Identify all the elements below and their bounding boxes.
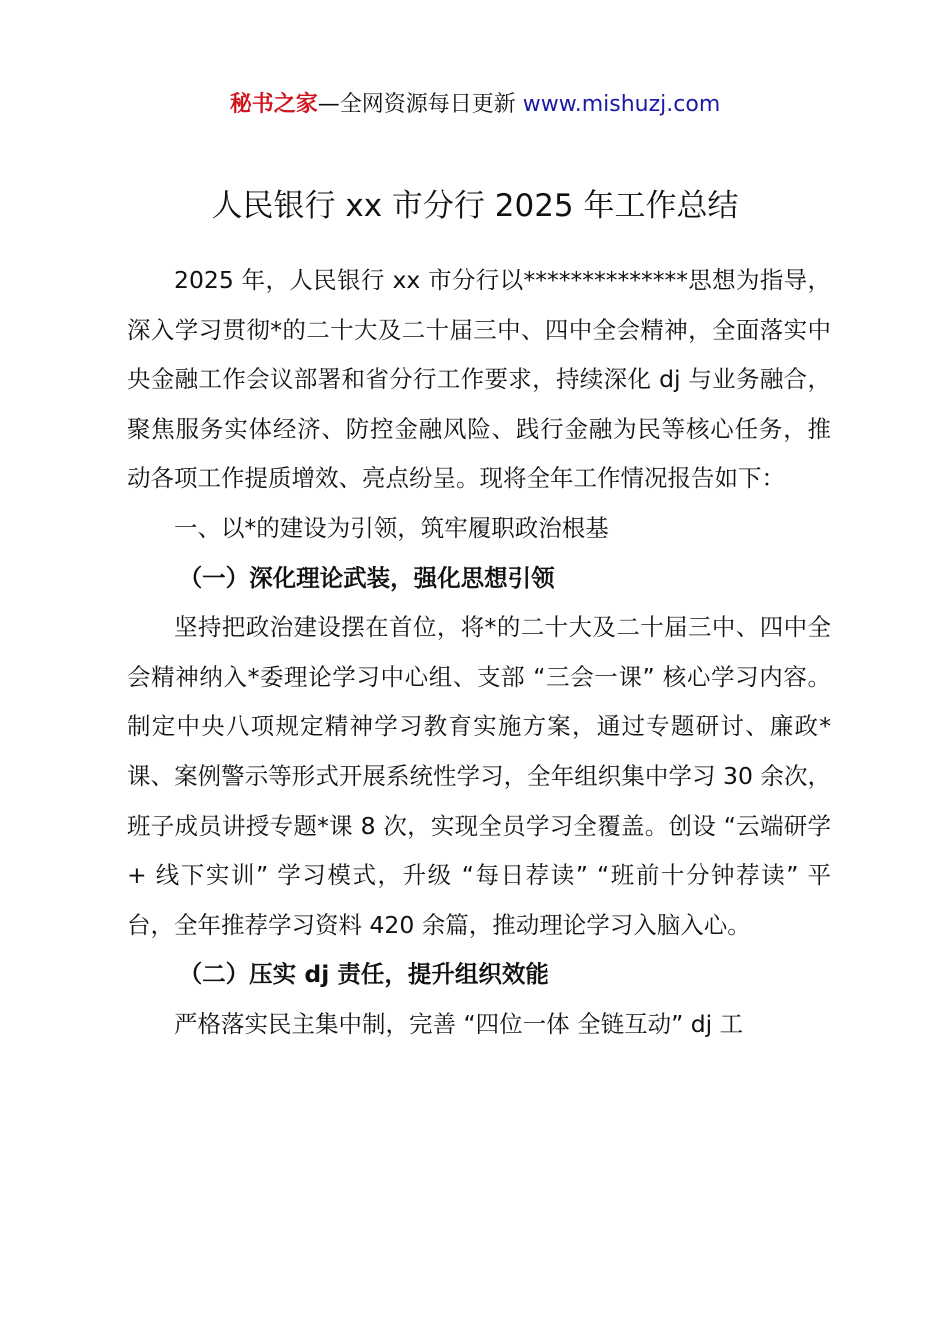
subsection-paragraph-2: 严格落实民主集中制，完善 “四位一体 全链互动” dj 工 — [174, 1009, 744, 1038]
subsection-heading-1: （一）深化理论武装，强化思想引领 — [178, 563, 555, 592]
document-body — [127, 256, 831, 1050]
intro-paragraph: 2025 年，人民银行 xx 市分行以**************思想为指导，深入学习贯彻*的二十大及二十届三中、四中全会精神，全面落实中央金融工作会议部署和省分行工作要求，持续深化 dj 与业务融合，聚焦服务实体经济、防控金融风险、践行金融为民等核心任务，推动各项工作提质增效、亮点纷呈。现将全年工作情况报告如下： — [127, 266, 831, 493]
subsection-paragraph-1: 坚持把政治建设摆在首位，将*的二十大及二十届三中、四中全会精神纳入*委理论学习中心组、支部 “三会一课” 核心学习内容。制定中央八项规定精神学习教育实施方案，通过专题研讨、廉政*课、案例警示等形式开展系统性学习，全年组织集中学习 30 余次，班子成员讲授专题*课 8 次，实现全员学习全覆盖。创设 “云端研学 + 线下实训” 学习模式，升级 “每日荐读” “班前十分钟荐读” 平台，全年推荐学习资料 420 余篇，推动理论学习入脑入心。 — [127, 613, 831, 939]
site-header — [0, 88, 950, 122]
site-url-link[interactable]: www.mishuzj.com — [522, 92, 721, 117]
subsection-heading-2: （二）压实 dj 责任，提升组织效能 — [178, 960, 549, 989]
site-brand: 秘书之家 — [229, 92, 318, 117]
site-tagline: —全网资源每日更新 — [317, 92, 523, 117]
section-heading-1: 一、以*的建设为引领，筑牢履职政治根基 — [174, 513, 609, 542]
document-title: 人民银行 xx 市分行 2025 年工作总结 — [211, 188, 739, 224]
